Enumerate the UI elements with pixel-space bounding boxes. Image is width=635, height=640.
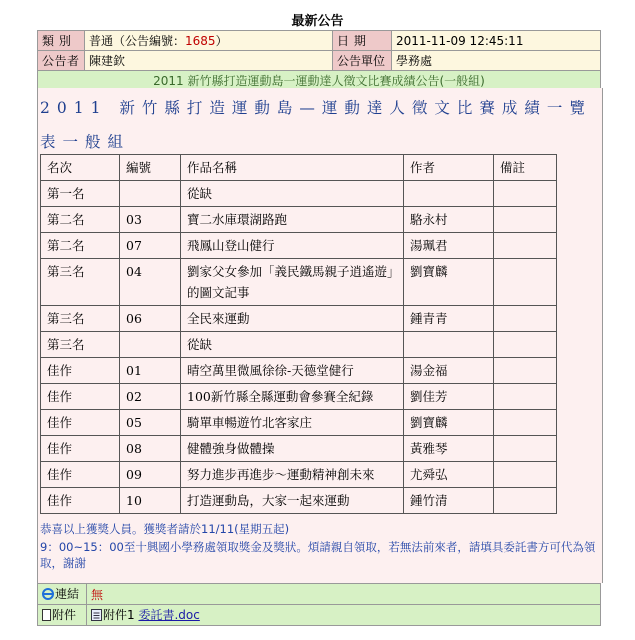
table-row [41,488,557,514]
date-value: 2011-11-09 12:45:11 [392,31,601,51]
table-cell: 佳作 [41,436,120,462]
table-cell [120,181,181,207]
table-row [41,233,557,259]
table-row [41,358,557,384]
table-cell [120,332,181,358]
announcement-content [37,88,603,583]
column-header: 編號 [120,155,181,181]
table-row [41,207,557,233]
links-value-cell [87,584,601,605]
table-cell [404,181,494,207]
table-cell [494,207,557,233]
table-cell: 06 [120,306,181,332]
table-cell: 第一名 [41,181,120,207]
table-row [41,462,557,488]
table-row [41,259,557,306]
table-cell [494,306,557,332]
table-cell: 騎單車暢遊竹北客家庄 [181,410,404,436]
table-cell: 04 [120,259,181,306]
table-cell: 08 [120,436,181,462]
table-cell: 湯珮君 [404,233,494,259]
table-cell [494,384,557,410]
announcement-meta [37,30,601,91]
table-cell: 從缺 [181,181,404,207]
table-cell: 劉佳芳 [404,384,494,410]
table-cell: 第二名 [41,207,120,233]
page-icon [42,609,51,624]
table-cell: 寶二水庫環湖路跑 [181,207,404,233]
table-cell: 駱永村 [404,207,494,233]
table-cell: 晴空萬里微風徐徐-天德堂健行 [181,358,404,384]
table-cell: 佳作 [41,384,120,410]
table-cell: 05 [120,410,181,436]
results-table [40,154,557,514]
table-cell [494,436,557,462]
table-row [41,181,557,207]
links-value: 無 [91,587,104,602]
table-cell [494,488,557,514]
table-cell: 打造運動島，大家一起來運動 [181,488,404,514]
table-cell: 第三名 [41,306,120,332]
announcer-value: 陳建欽 [85,51,333,71]
table-cell [494,410,557,436]
table-cell: 佳作 [41,488,120,514]
table-cell: 健體強身做體操 [181,436,404,462]
table-cell: 努力進步再進步～運動精神創未來 [181,462,404,488]
congrats-text: 恭喜以上獲獎人員。獲獎者請於11/11(星期五起) [40,522,290,536]
table-cell: 100新竹縣全縣運動會參賽全紀錄 [181,384,404,410]
table-cell: 02 [120,384,181,410]
table-cell: 全民來運動 [181,306,404,332]
table-cell: 黃雅琴 [404,436,494,462]
content-headline: 2011 新竹縣打造運動島—運動達人徵文比賽成績一覽表一般組 [40,99,592,151]
table-cell: 佳作 [41,410,120,436]
unit-value: 學務處 [392,51,601,71]
table-cell [404,332,494,358]
table-cell: 鍾青青 [404,306,494,332]
table-cell [494,358,557,384]
announcement-number: 1685 [185,34,216,48]
table-row [41,410,557,436]
table-cell: 劉寶麟 [404,259,494,306]
column-header: 名次 [41,155,120,181]
table-cell [494,332,557,358]
table-row [41,332,557,358]
table-cell [494,181,557,207]
table-cell: 第三名 [41,259,120,306]
table-cell: 飛鳳山登山健行 [181,233,404,259]
category-suffix: ） [215,34,228,48]
table-cell [494,462,557,488]
unit-label: 公告單位 [333,51,392,71]
table-cell: 從缺 [181,332,404,358]
pickup-instructions: 9：00~15：00至十興國小學務處領取獎金及獎狀。煩請親自領取，若無法前來者，請填具委託書方可代為領取，謝謝 [40,540,596,570]
table-cell: 第三名 [41,332,120,358]
attachments-label: 附件 [52,608,77,622]
announcer-label: 公告者 [38,51,85,71]
column-header: 作者 [404,155,494,181]
links-label-cell [38,584,87,605]
table-cell: 湯金福 [404,358,494,384]
page-title: 最新公告 [291,14,344,29]
column-header: 作品名稱 [181,155,404,181]
category-label: 類 別 [38,31,85,51]
table-cell: 鍾竹清 [404,488,494,514]
table-cell: 01 [120,358,181,384]
attachment-prefix: 附件1 [103,608,135,622]
table-cell: 佳作 [41,462,120,488]
table-cell: 09 [120,462,181,488]
document-icon [91,609,102,624]
table-cell: 10 [120,488,181,514]
column-header: 備註 [494,155,557,181]
table-cell: 佳作 [41,358,120,384]
announcement-subject: 2011 新竹縣打造運動島一運動達人徵文比賽成績公告(一般組) [38,71,601,91]
table-cell: 07 [120,233,181,259]
table-cell [494,259,557,306]
links-attachments [37,583,601,626]
attachment-link[interactable]: 委託書.doc [138,608,200,622]
category-text: 普通（公告編號： [89,34,186,48]
table-cell: 劉寶麟 [404,410,494,436]
table-row [41,384,557,410]
table-row [41,306,557,332]
links-label: 連結 [55,587,80,601]
ie-icon [42,588,54,603]
table-row [41,436,557,462]
date-label: 日 期 [333,31,392,51]
table-cell: 尤舜弘 [404,462,494,488]
table-cell: 第二名 [41,233,120,259]
table-cell: 劉家父女參加「義民鐵馬親子逍遙遊」的圖文記事 [181,259,404,306]
category-value [85,31,333,51]
table-cell: 03 [120,207,181,233]
attachments-value-cell [87,605,601,626]
table-cell [494,233,557,259]
attachments-label-cell [38,605,87,626]
table-header-row [41,155,557,181]
